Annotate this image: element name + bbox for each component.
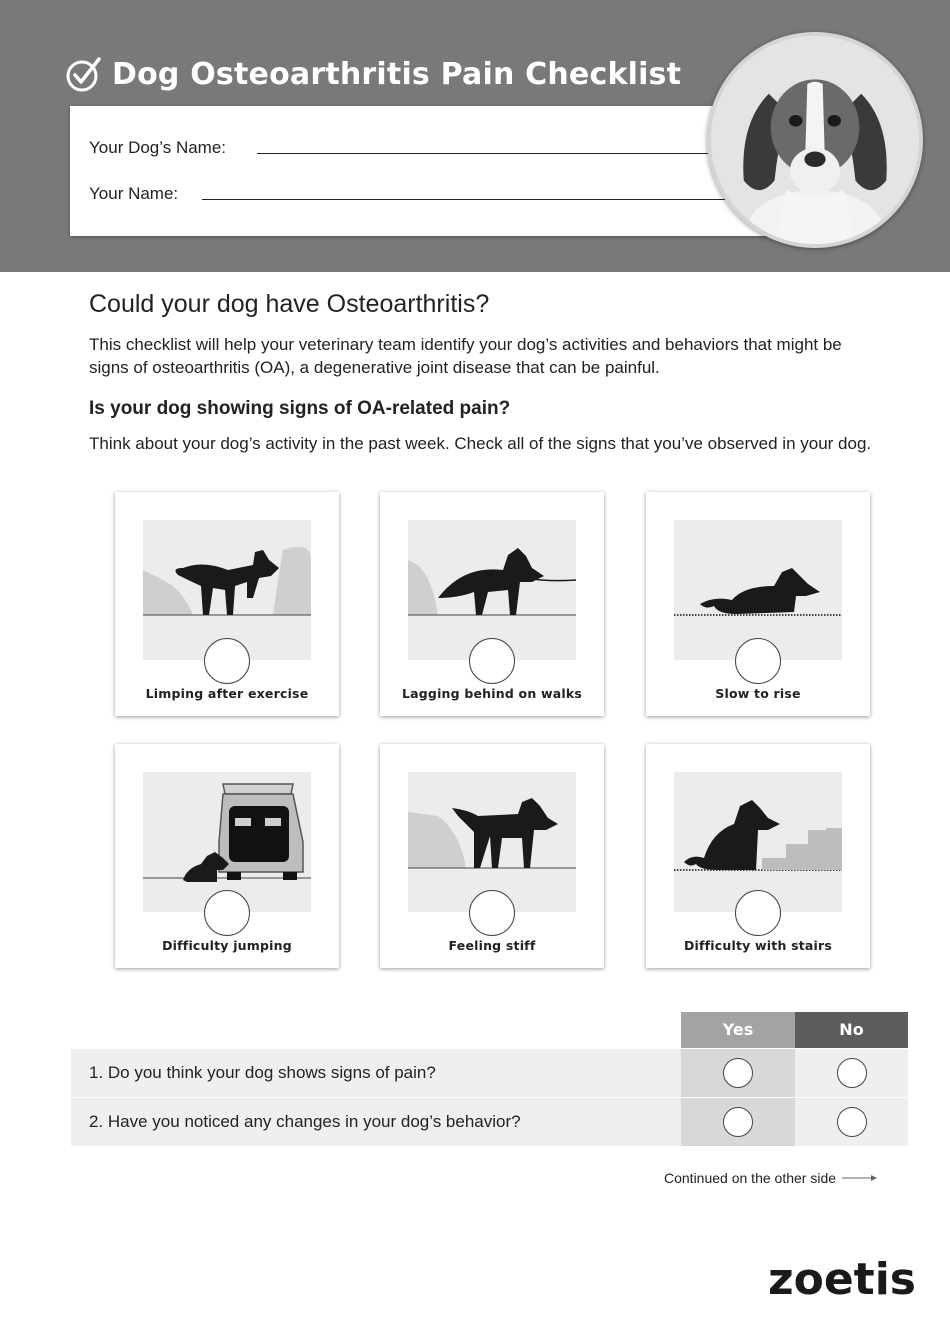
owner-name-field[interactable] xyxy=(202,199,727,200)
sign-card-stiff xyxy=(380,744,604,968)
no-cell xyxy=(795,1098,908,1146)
yes-cell xyxy=(681,1049,795,1097)
dog-name-field[interactable] xyxy=(257,153,717,154)
continued-text: Continued on the other side xyxy=(664,1170,837,1186)
dog-name-label: Your Dog’s Name: xyxy=(89,138,227,157)
sign-label-slow-rise: Slow to rise xyxy=(715,686,801,701)
sign-card-jumping xyxy=(115,744,339,968)
page-title: Dog Osteoarthritis Pain Checklist xyxy=(112,56,682,92)
checkmark-circle-icon xyxy=(66,56,102,92)
sign-card-limping xyxy=(115,492,339,716)
section-heading: Could your dog have Osteoarthritis? xyxy=(89,290,490,318)
sign-checkbox-stairs[interactable] xyxy=(735,890,781,936)
sign-checkbox-lagging[interactable] xyxy=(469,638,515,684)
name-card xyxy=(70,106,770,236)
sign-card-stairs xyxy=(646,744,870,968)
continued-note xyxy=(664,1170,878,1186)
dog-portrait-photo xyxy=(707,32,923,248)
yes-cell xyxy=(681,1098,795,1146)
sign-checkbox-slow-rise[interactable] xyxy=(735,638,781,684)
instruction-text: Think about your dog’s activity in the past week. Check all of the signs that you’ve observed in your dog. xyxy=(89,434,872,453)
intro-paragraph: This checklist will help your veterinary team identify your dog’s activities and behaviors that might be signs of osteoarthritis (OA), a degenerative joint disease that can be painful. xyxy=(89,335,842,377)
sign-card-slow-rise xyxy=(646,492,870,716)
question-1-no-radio[interactable] xyxy=(837,1058,867,1088)
sign-checkbox-limping[interactable] xyxy=(204,638,250,684)
title-row xyxy=(66,56,681,92)
sign-label-limping: Limping after exercise xyxy=(145,686,309,701)
question-2-yes-radio[interactable] xyxy=(723,1107,753,1137)
sign-label-stairs: Difficulty with stairs xyxy=(683,938,833,953)
question-2-no-radio[interactable] xyxy=(837,1107,867,1137)
svg-text:zoetis: zoetis xyxy=(768,1254,916,1305)
sign-card-lagging xyxy=(380,492,604,716)
no-column-header: No xyxy=(795,1012,908,1048)
question-text: 1. Do you think your dog shows signs of pain? xyxy=(89,1063,436,1082)
yes-column-header: Yes xyxy=(681,1012,795,1048)
sign-label-stiff: Feeling stiff xyxy=(448,938,536,953)
zoetis-logo xyxy=(768,1250,918,1312)
question-row xyxy=(71,1049,908,1097)
no-cell xyxy=(795,1049,908,1097)
question-row xyxy=(71,1098,908,1146)
sign-checkbox-stiff[interactable] xyxy=(469,890,515,936)
sign-label-jumping: Difficulty jumping xyxy=(162,938,292,953)
sign-label-lagging: Lagging behind on walks xyxy=(401,686,583,701)
arrow-right-icon xyxy=(842,1173,878,1183)
question-1-yes-radio[interactable] xyxy=(723,1058,753,1088)
signs-subheading: Is your dog showing signs of OA-related pain? xyxy=(89,398,511,419)
question-text: 2. Have you noticed any changes in your dog’s behavior? xyxy=(89,1112,521,1131)
sign-checkbox-jumping[interactable] xyxy=(204,890,250,936)
owner-name-label: Your Name: xyxy=(89,184,179,203)
